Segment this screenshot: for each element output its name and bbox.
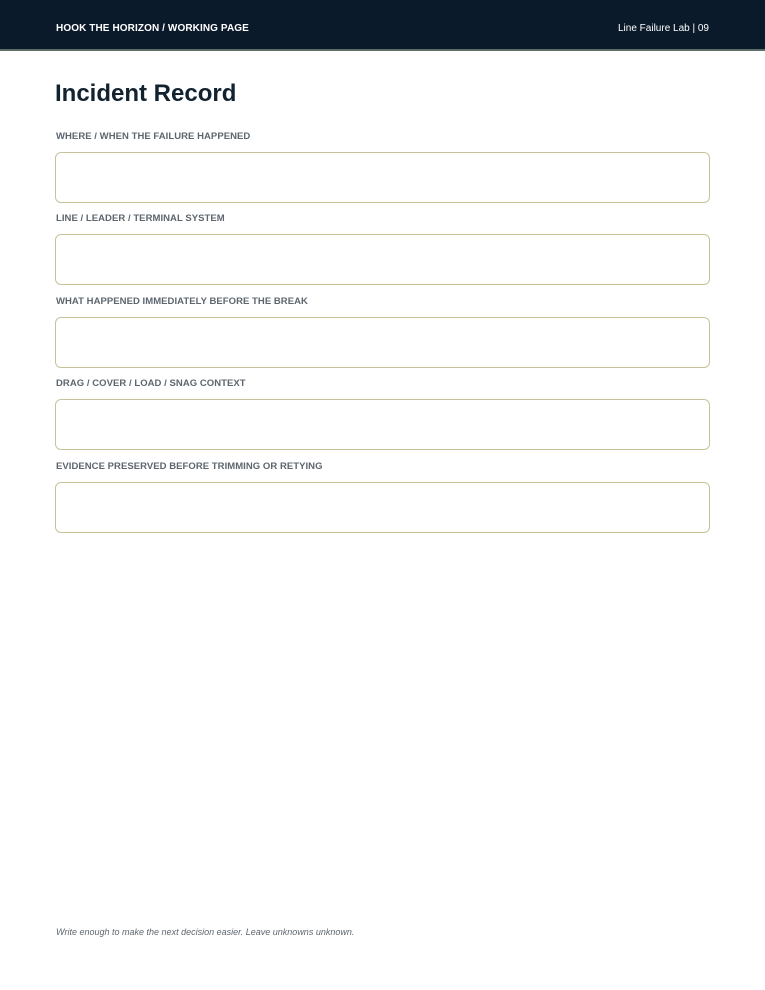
field-where-when[interactable] bbox=[55, 152, 710, 203]
header-page-reference: Line Failure Lab | 09 bbox=[618, 23, 709, 34]
page-header bbox=[0, 0, 765, 51]
page-title: Incident Record bbox=[55, 80, 237, 107]
field-label-before-break: WHAT HAPPENED IMMEDIATELY BEFORE THE BREAK bbox=[56, 296, 308, 307]
field-evidence[interactable] bbox=[55, 482, 710, 533]
field-line-system[interactable] bbox=[55, 234, 710, 285]
field-label-where-when: WHERE / WHEN THE FAILURE HAPPENED bbox=[56, 131, 251, 142]
header-section-title: HOOK THE HORIZON / WORKING PAGE bbox=[56, 23, 249, 34]
field-before-break[interactable] bbox=[55, 317, 710, 368]
field-label-line-system: LINE / LEADER / TERMINAL SYSTEM bbox=[56, 213, 225, 224]
field-context[interactable] bbox=[55, 399, 710, 450]
field-label-context: DRAG / COVER / LOAD / SNAG CONTEXT bbox=[56, 378, 246, 389]
footer-note: Write enough to make the next decision easier. Leave unknowns unknown. bbox=[56, 927, 355, 937]
field-label-evidence: EVIDENCE PRESERVED BEFORE TRIMMING OR RETYING bbox=[56, 461, 323, 472]
